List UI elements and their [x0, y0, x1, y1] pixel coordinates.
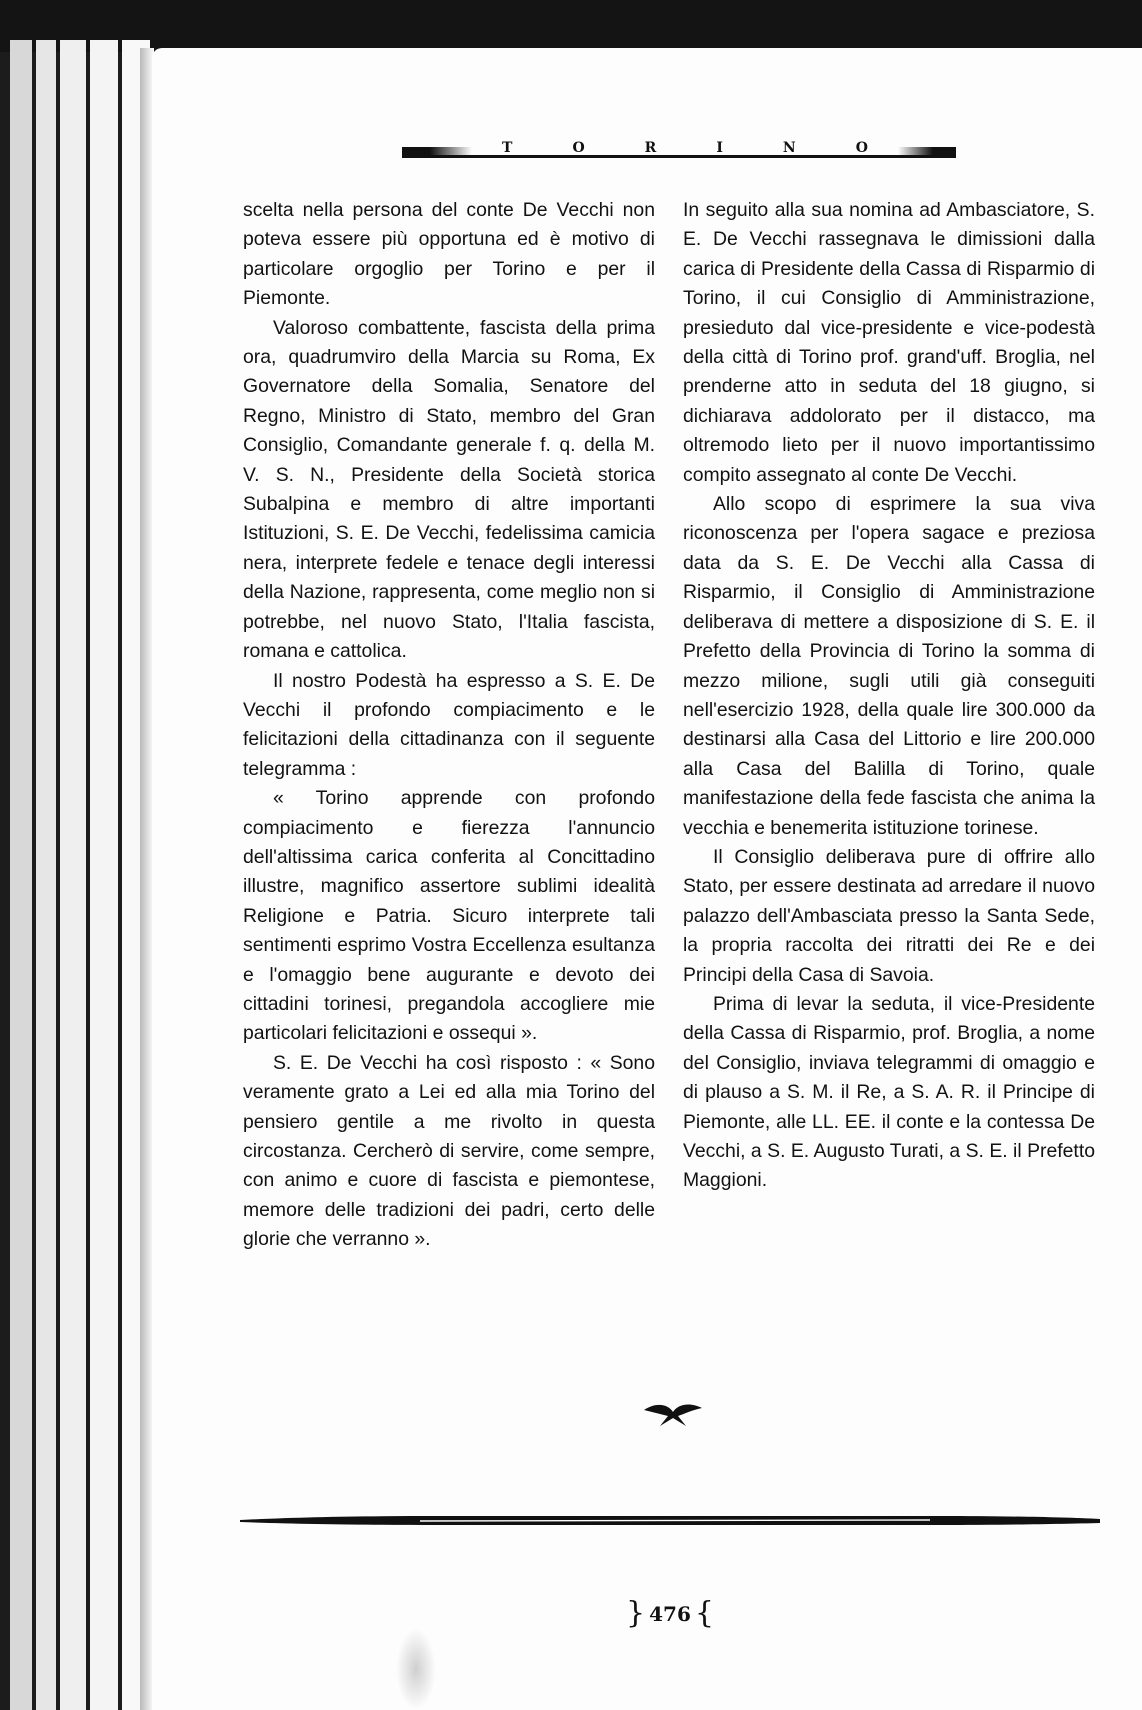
- header-letter: T: [502, 140, 513, 156]
- right-text-column: [683, 196, 1095, 1196]
- header-letter: O: [572, 140, 585, 156]
- bottom-decorative-rule: [240, 1512, 1100, 1528]
- fleuron-ornament-icon: [642, 1398, 704, 1428]
- page-edge: [36, 40, 56, 1710]
- paragraph: In seguito alla sua nomina ad Ambasciatore, S. E. De Vecchi rassegnava le dimissioni dalla carica di Presidente della Cassa di Risparmio di Torino, il cui Consiglio di Amministrazione, presieduto dal vice-presidente e vice-podestà della città di Torino prof. grand'uff. Broglia, nel prenderne atto in seduta del 18 giugno, si dichiarava addolorato per il distacco, ma oltremodo lieto per il nuovo importantissimo compito assegnato al conte De Vecchi.: [683, 199, 1095, 486]
- left-text-column: [243, 196, 655, 1255]
- telegram-quote: « Torino apprende con profondo compiacimento e fierezza l'annuncio dell'altissima carica conferita al Concittadino illustre, magnifico assertore sublimi idealità Religione e Patria. Sicuro interprete tali sentimenti esprimo Vostra Eccellenza esultanza e l'omaggio bene augurante e devoto dei cittadini torinesi, pregandola accogliere mie particolari felicitazioni e ossequi ».: [243, 787, 655, 1045]
- header-letter: I: [716, 140, 723, 156]
- header-rule-cap-left: [402, 147, 472, 158]
- scan-smudge: [396, 1628, 436, 1710]
- paragraph: scelta nella persona del conte De Vecchi non poteva essere più opportuna ed è motivo di particolare orgoglio per Torino e per il Piemonte.: [243, 199, 655, 310]
- page-edge: [90, 40, 118, 1710]
- running-header: [402, 142, 956, 162]
- header-rule-cap-right: [898, 147, 956, 158]
- paragraph: Prima di levar la seduta, il vice-Presidente della Cassa di Risparmio, prof. Broglia, a nome del Consiglio, inviava telegrammi di omaggio e di plauso a S. M. il Re, a S. A. R. il Principe di Piemonte, alle LL. EE. il conte e la contessa De Vecchi, a S. E. Augusto Turati, a S. E. il Prefetto Maggioni.: [683, 992, 1095, 1192]
- running-header-title: [472, 140, 898, 156]
- paragraph: Allo scopo di esprimere la sua viva riconoscenza per l'opera sagace e preziosa data da S. E. De Vecchi alla Cassa di Risparmio, il Consiglio di Amministrazione deliberava di mettere a disposizione di S. E. il Prefetto della Provincia di Torino la somma di mezzo milione, sugli utili già conseguiti nell'esercizio 1928, della quale lire 300.000 da destinarsi alla Casa del Littorio e lire 200.000 alla Casa del Balilla di Torino, quale manifestazione della fede fascista che anima la vecchia e benemerita istituzione torinese.: [683, 493, 1095, 839]
- scan-top-band: [0, 0, 1142, 52]
- paragraph: Valoroso combattente, fascista della prima ora, quadrumviro della Marcia su Roma, Ex Governatore della Somalia, Senatore del Regno, Ministro di Stato, membro del Gran Consiglio, Comandante generale f. q. della M. V. S. N., Presidente della Società storica Subalpina e membro di altre importanti Istituzioni, S. E. De Vecchi, fedelissima camicia nera, interprete fedele e tenace degli interessi della Nazione, rappresenta, come meglio non si potrebbe, nel nuovo Stato, l'Italia fascista, romana e cattolica.: [243, 316, 655, 663]
- paragraph: Il nostro Podestà ha espresso a S. E. De Vecchi il profondo compiacimento e le felicitazioni della cittadinanza con il seguente telegramma :: [243, 669, 655, 780]
- page-edge: [60, 40, 86, 1710]
- folio-brace-left: }: [626, 1595, 646, 1631]
- paragraph: Il Consiglio deliberava pure di offrire allo Stato, per essere destinata ad arredare il nuovo palazzo dell'Ambasciata presso la Santa Sede, la propria raccolta dei ritratti dei Re e dei Principi della Casa di Savoia.: [683, 845, 1095, 986]
- header-letter: R: [644, 140, 657, 156]
- page-edge: [10, 40, 32, 1710]
- header-letter: O: [855, 140, 868, 156]
- header-letter: N: [782, 140, 796, 156]
- page-number: [610, 1592, 730, 1632]
- reply-quote: S. E. De Vecchi ha così risposto : « Sono veramente grato a Lei ed alla mia Torino del pensiero gentile a me rivolto in questa circostanza. Cercherò di servire, come sempre, con animo e cuore di fascista e piemontese, memore delle tradizioni dei padri, certo delle glorie che verranno ».: [243, 1051, 655, 1251]
- folio-brace-right: {: [694, 1595, 714, 1631]
- page-number-value: 476: [649, 1601, 691, 1626]
